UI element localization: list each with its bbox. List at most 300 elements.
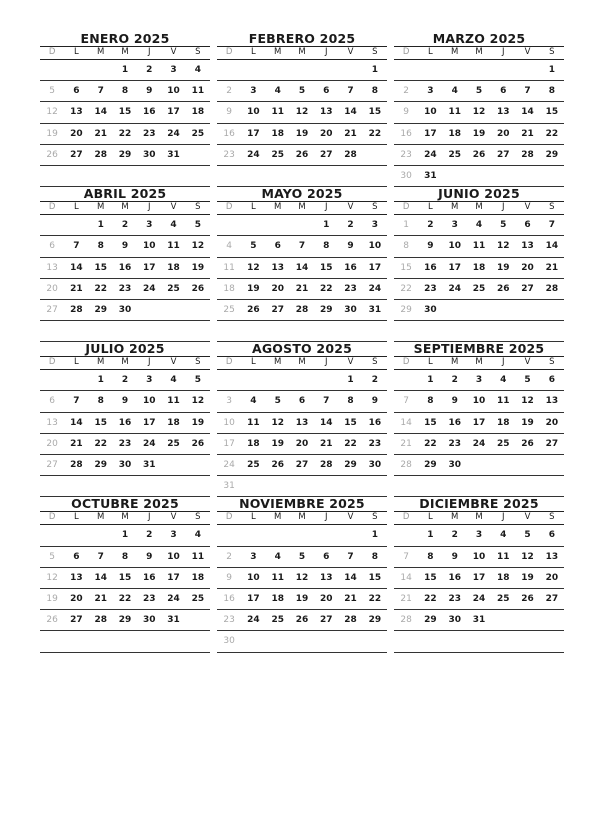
day-cell: 6 (548, 375, 555, 386)
day-cell: 4 (500, 530, 507, 541)
week-row (217, 391, 387, 412)
day-cell: 21 (70, 283, 83, 294)
day-cell: 25 (472, 283, 486, 294)
weekday-label: S (549, 47, 555, 57)
day-cell: 26 (521, 593, 534, 604)
weekday-label: J (148, 357, 151, 368)
day-cell: 24 (223, 460, 235, 470)
week-row (217, 610, 387, 631)
day-cell (186, 166, 210, 186)
day-cell: 2 (347, 220, 354, 231)
day-cell: 15 (545, 107, 559, 118)
day-cell: 21 (400, 593, 412, 604)
day-cell: 5 (194, 220, 201, 231)
day-cell: 28 (400, 460, 412, 470)
month-title: OCTUBRE 2025 (71, 496, 179, 512)
weekday-header (217, 511, 387, 525)
day-cell (394, 631, 418, 651)
day-cell: 30 (143, 615, 156, 626)
day-cell: 8 (548, 86, 555, 97)
week-row (40, 455, 210, 476)
day-cell (161, 476, 185, 496)
weekday-label: J (148, 512, 151, 523)
day-cell: 17 (247, 128, 260, 139)
day-cell: 4 (194, 65, 201, 75)
week-row (40, 413, 210, 434)
day-cell: 30 (448, 615, 461, 626)
day-cell (161, 166, 185, 186)
day-cell: 16 (143, 572, 156, 583)
day-cell: 20 (521, 262, 534, 273)
day-cell (40, 60, 64, 81)
week-row (217, 476, 387, 497)
day-cell: 24 (143, 438, 156, 449)
quarter-row (40, 32, 564, 187)
day-cell: 25 (191, 128, 205, 139)
week-row (40, 525, 210, 546)
week-row (40, 568, 210, 589)
day-cell: 4 (170, 375, 177, 386)
day-cell: 28 (344, 615, 357, 626)
day-cell: 13 (320, 107, 333, 118)
day-cell: 23 (143, 593, 156, 604)
day-cell: 27 (521, 283, 534, 294)
day-cell: 5 (475, 86, 483, 97)
day-cell (40, 525, 64, 546)
month-title: MAYO 2025 (261, 186, 343, 202)
weekday-header (40, 356, 210, 370)
day-cell (89, 631, 113, 651)
week-row (394, 413, 564, 434)
month-mayo (217, 187, 387, 342)
weekday-label: M (451, 202, 459, 213)
day-cell (394, 370, 418, 391)
week-row (394, 321, 564, 342)
day-cell: 12 (521, 396, 534, 407)
day-cell: 7 (73, 241, 80, 252)
day-cell: 30 (344, 304, 357, 315)
day-cell: 16 (448, 572, 461, 583)
day-cell: 11 (167, 396, 180, 407)
day-cell: 18 (167, 262, 180, 273)
week-row (217, 60, 387, 81)
weekday-label: J (325, 47, 328, 57)
day-cell: 23 (223, 615, 235, 626)
day-cell: 7 (347, 551, 354, 562)
day-cell: 22 (424, 593, 437, 604)
week-row (217, 124, 387, 145)
weekday-label: V (170, 357, 177, 368)
month-marzo (394, 32, 564, 187)
week-row (40, 279, 210, 300)
day-cell: 21 (344, 128, 357, 139)
day-cell (161, 321, 185, 341)
week-row (40, 145, 210, 166)
day-cell: 2 (146, 65, 153, 75)
day-cell: 13 (46, 262, 58, 273)
day-cell: 11 (271, 572, 284, 583)
day-cell: 25 (271, 149, 284, 160)
day-cell (418, 321, 442, 341)
day-cell: 12 (521, 551, 534, 562)
day-cell: 7 (524, 86, 531, 97)
week-row (217, 455, 387, 476)
day-cell: 14 (521, 107, 534, 118)
day-cell: 20 (295, 438, 309, 449)
month-diciembre (394, 497, 564, 652)
day-cell: 4 (194, 530, 201, 541)
weekday-label: D (225, 202, 233, 213)
day-cell: 11 (497, 396, 510, 407)
day-cell (540, 455, 564, 476)
day-cell (64, 166, 88, 186)
day-cell: 24 (143, 283, 156, 294)
day-cell: 22 (94, 283, 107, 294)
weekday-label: J (148, 202, 151, 213)
day-cell: 5 (298, 551, 306, 562)
day-cell: 30 (118, 304, 132, 315)
day-cell (137, 321, 161, 341)
day-cell: 17 (424, 128, 437, 139)
day-cell: 8 (371, 551, 378, 562)
week-row (40, 215, 210, 236)
weekday-label: M (451, 357, 459, 368)
weekday-label: M (298, 202, 306, 213)
weekday-label: D (225, 47, 233, 57)
day-cell (64, 631, 88, 651)
day-cell: 5 (49, 86, 55, 97)
day-cell: 27 (295, 460, 309, 470)
day-cell (64, 321, 88, 341)
week-row (40, 124, 210, 145)
day-cell: 5 (250, 241, 257, 252)
day-cell: 3 (427, 86, 434, 97)
week-row (217, 321, 387, 342)
day-cell: 24 (247, 149, 260, 160)
day-cell: 19 (46, 128, 58, 139)
day-cell (418, 476, 442, 496)
day-cell: 12 (191, 396, 205, 407)
day-cell: 17 (143, 262, 156, 273)
week-row (217, 631, 387, 652)
day-cell (186, 610, 210, 631)
day-cell: 16 (424, 262, 437, 273)
day-cell: 6 (500, 86, 507, 97)
day-cell (186, 476, 210, 496)
day-cell (113, 166, 137, 186)
day-cell: 26 (521, 438, 534, 449)
day-cell (540, 610, 564, 631)
day-cell: 14 (94, 572, 107, 583)
day-cell: 18 (191, 572, 205, 583)
day-cell (338, 166, 362, 186)
day-cell: 21 (94, 128, 107, 139)
weekday-label: D (48, 512, 56, 523)
weekday-label: V (170, 47, 177, 57)
day-cell: 29 (400, 304, 412, 315)
day-cell: 2 (403, 86, 409, 97)
day-cell: 15 (400, 262, 412, 273)
day-cell: 25 (271, 615, 284, 626)
weekday-label: M (475, 47, 483, 57)
day-cell: 1 (548, 65, 555, 75)
day-cell: 8 (121, 86, 129, 97)
day-cell: 26 (247, 304, 260, 315)
day-cell (314, 476, 338, 497)
day-cell (217, 166, 241, 186)
day-cell: 5 (298, 86, 306, 97)
day-cell (338, 321, 362, 341)
weekday-label: M (475, 357, 483, 368)
day-cell (89, 166, 113, 186)
week-row (217, 145, 387, 166)
day-cell (40, 321, 64, 341)
day-cell (491, 631, 515, 651)
day-cell (217, 60, 241, 81)
day-cell: 18 (472, 262, 486, 273)
day-cell: 20 (320, 128, 333, 139)
day-cell: 25 (497, 593, 510, 604)
day-cell: 17 (448, 262, 461, 273)
weekday-label: J (325, 357, 328, 368)
day-cell: 31 (223, 481, 235, 492)
day-cell: 29 (94, 460, 107, 470)
day-cell: 16 (223, 593, 235, 604)
day-cell: 2 (146, 530, 153, 541)
day-cell: 9 (403, 107, 409, 118)
day-cell: 28 (94, 149, 107, 160)
day-cell: 10 (472, 396, 486, 407)
day-cell (266, 166, 290, 186)
day-cell (241, 321, 265, 341)
day-cell (290, 215, 314, 236)
weekday-label: L (428, 202, 433, 213)
day-cell (217, 525, 241, 546)
day-cell (64, 476, 88, 496)
day-cell: 11 (472, 241, 486, 252)
day-cell: 23 (368, 438, 382, 449)
week-row (217, 215, 387, 236)
day-cell (290, 60, 314, 81)
day-cell (467, 166, 491, 187)
day-cell (491, 300, 515, 321)
day-cell (186, 455, 210, 476)
month-title: JUNIO 2025 (438, 186, 520, 202)
week-row (394, 300, 564, 321)
day-cell: 12 (295, 107, 309, 118)
day-cell: 29 (545, 149, 559, 160)
week-row (217, 300, 387, 321)
day-cell: 11 (448, 107, 461, 118)
day-cell: 20 (497, 128, 510, 139)
day-cell: 25 (167, 283, 180, 294)
day-cell: 22 (368, 593, 382, 604)
week-row (394, 525, 564, 546)
day-cell (443, 476, 467, 496)
day-cell: 10 (247, 107, 260, 118)
day-cell (217, 370, 241, 391)
weekday-label: L (251, 512, 256, 523)
day-cell: 9 (121, 396, 129, 407)
weekday-label: V (170, 512, 177, 523)
day-cell: 3 (226, 396, 232, 407)
weekday-label: L (74, 202, 79, 213)
day-cell (186, 321, 210, 341)
day-cell: 22 (400, 283, 412, 294)
day-cell: 9 (226, 107, 232, 118)
day-cell: 3 (146, 375, 153, 386)
day-cell: 10 (472, 551, 486, 562)
week-row (40, 166, 210, 187)
week-row (40, 589, 210, 610)
day-cell (314, 631, 338, 652)
day-cell: 6 (323, 86, 330, 97)
day-cell: 28 (320, 460, 333, 470)
day-cell: 23 (118, 438, 132, 449)
weekday-label: M (97, 47, 105, 57)
day-cell: 13 (70, 572, 83, 583)
day-cell: 12 (295, 572, 309, 583)
weekday-label: V (347, 47, 354, 57)
day-cell: 19 (271, 438, 284, 449)
day-cell (137, 631, 161, 651)
week-row (40, 300, 210, 321)
day-cell (113, 476, 137, 496)
weekday-label: J (502, 47, 505, 57)
day-cell: 11 (497, 551, 510, 562)
weekday-label: L (428, 357, 433, 368)
day-cell: 17 (368, 262, 382, 273)
day-cell (64, 370, 88, 391)
week-row (40, 102, 210, 123)
day-cell (186, 631, 210, 651)
day-cell: 31 (167, 615, 180, 626)
day-cell: 19 (521, 572, 534, 583)
day-cell: 22 (545, 128, 559, 139)
day-cell (418, 631, 442, 651)
day-cell (137, 300, 161, 321)
week-row (394, 568, 564, 589)
day-cell (290, 370, 314, 391)
weekday-label: V (524, 47, 531, 57)
day-cell (266, 631, 290, 652)
week-row (40, 60, 210, 81)
day-cell: 6 (524, 220, 531, 231)
weekday-label: M (274, 357, 282, 368)
day-cell: 6 (73, 551, 80, 562)
month-noviembre (217, 497, 387, 652)
day-cell: 26 (295, 615, 309, 626)
day-cell (89, 525, 113, 546)
weekday-header (217, 356, 387, 370)
day-cell: 14 (295, 262, 309, 273)
day-cell: 7 (403, 551, 409, 562)
day-cell (467, 455, 491, 476)
month-julio (40, 342, 210, 497)
day-cell (266, 215, 290, 236)
day-cell: 10 (247, 572, 260, 583)
day-cell: 7 (97, 86, 104, 97)
day-cell: 6 (49, 241, 55, 252)
week-row (217, 413, 387, 434)
day-cell: 14 (400, 572, 412, 583)
day-cell (338, 631, 362, 652)
day-cell: 1 (371, 65, 378, 75)
day-cell (540, 631, 564, 651)
weekday-label: S (372, 202, 378, 213)
day-cell: 21 (344, 593, 357, 604)
day-cell: 23 (143, 128, 156, 139)
day-cell: 17 (472, 572, 486, 583)
day-cell: 27 (545, 593, 559, 604)
day-cell: 26 (46, 615, 58, 626)
day-cell: 11 (223, 262, 235, 273)
day-cell: 30 (448, 460, 461, 470)
day-cell (314, 60, 338, 81)
day-cell: 9 (427, 241, 434, 252)
day-cell (467, 476, 491, 496)
day-cell: 29 (118, 615, 132, 626)
day-cell: 26 (271, 460, 284, 470)
day-cell: 28 (545, 283, 559, 294)
day-cell (266, 370, 290, 391)
day-cell: 27 (497, 149, 510, 160)
day-cell: 18 (167, 417, 180, 428)
day-cell: 19 (191, 262, 205, 273)
day-cell (443, 166, 467, 187)
day-cell: 25 (191, 593, 205, 604)
day-cell: 29 (344, 460, 357, 470)
weekday-label: J (325, 512, 328, 523)
day-cell (290, 476, 314, 497)
day-cell: 1 (371, 530, 378, 541)
day-cell (491, 60, 515, 81)
day-cell: 14 (344, 572, 357, 583)
week-row (217, 258, 387, 279)
day-cell: 31 (143, 460, 156, 470)
day-cell (266, 321, 290, 341)
day-cell: 12 (497, 241, 510, 252)
weekday-label: M (274, 512, 282, 523)
day-cell: 11 (191, 551, 205, 562)
day-cell: 20 (545, 572, 559, 583)
day-cell: 10 (424, 107, 437, 118)
day-cell (443, 631, 467, 651)
day-cell: 10 (143, 396, 156, 407)
month-febrero (217, 32, 387, 187)
day-cell: 16 (118, 262, 132, 273)
day-cell: 19 (191, 417, 205, 428)
day-cell: 2 (451, 375, 458, 386)
day-cell: 27 (46, 304, 58, 315)
day-cell: 9 (226, 572, 232, 583)
day-cell (540, 476, 564, 496)
day-cell (394, 476, 418, 496)
day-cell: 25 (167, 438, 180, 449)
day-cell: 18 (497, 417, 510, 428)
day-cell: 20 (271, 283, 284, 294)
weekday-label: M (451, 47, 459, 57)
day-cell (241, 215, 265, 236)
weekday-label: M (121, 202, 129, 213)
day-cell: 14 (344, 107, 357, 118)
day-cell: 1 (427, 530, 434, 541)
day-cell (64, 60, 88, 81)
week-row (394, 391, 564, 412)
day-cell: 19 (46, 593, 58, 604)
day-cell (363, 145, 387, 166)
quarter-row (40, 497, 564, 652)
